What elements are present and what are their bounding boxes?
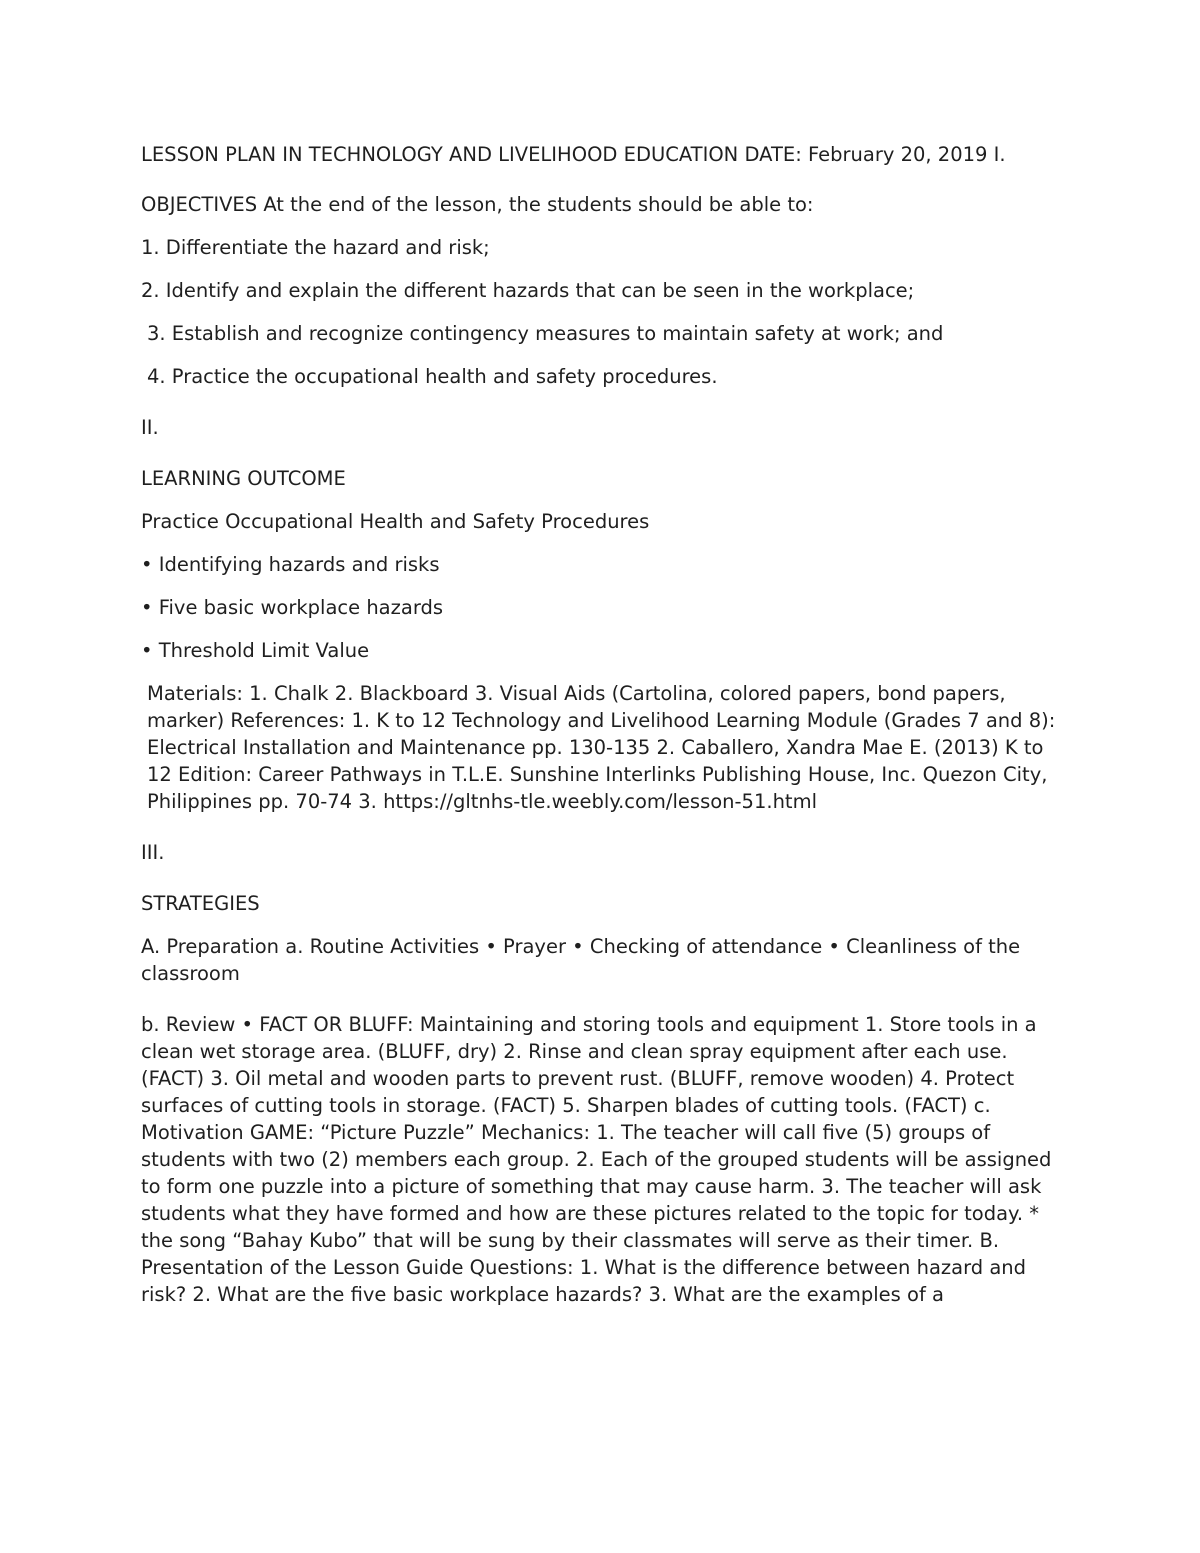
document-header: LESSON PLAN IN TECHNOLOGY AND LIVELIHOOD EDUCATION DATE: February 20, 2019 I. xyxy=(141,143,1006,166)
objectives-intro: OBJECTIVES At the end of the lesson, the students should be able to: xyxy=(141,193,814,216)
section-iii-numeral: III. xyxy=(141,841,165,864)
bullet-item: • Identifying hazards and risks xyxy=(141,553,440,576)
bullet-item: • Five basic workplace hazards xyxy=(141,596,444,619)
document-body xyxy=(141,141,1066,1324)
preparation-paragraph: A. Preparation a. Routine Activities • Prayer • Checking of attendance • Cleanliness of the classroom xyxy=(141,935,1021,985)
objective-item: 3. Establish and recognize contingency measures to maintain safety at work; and xyxy=(147,322,944,345)
review-paragraph: b. Review • FACT OR BLUFF: Maintaining and storing tools and equipment 1. Store tools in a clean wet storage area. (BLUFF, dry) 2. Rinse and clean spray equipment after each use. (FACT) 3. Oil metal and wooden parts to prevent rust. (BLUFF, remove wooden) 4. Protect surfaces of cutting tools in storage. (FACT) 5. Sharpen blades of cutting tools. (FACT) c. Motivation GAME: “Picture Puzzle” Mechanics: 1. The teacher will call five (5) groups of students with two (2) members each group. 2. Each of the grouped students will be assigned to form one puzzle into a picture of something that may cause harm. 3. The teacher will ask students what they have formed and how are these pictures related to the topic for today. * the song “Bahay Kubo” that will be sung by their classmates will serve as their timer. B. Presentation of the Lesson Guide Questions: 1. What is the difference between hazard and risk? 2. What are the five basic workplace hazards? 3. What are the examples of a xyxy=(141,1013,1052,1306)
section-ii-title: LEARNING OUTCOME xyxy=(141,467,346,490)
objective-item: 2. Identify and explain the different hazards that can be seen in the workplace; xyxy=(141,279,915,302)
section-iii-title: STRATEGIES xyxy=(141,892,260,915)
learning-outcome: Practice Occupational Health and Safety Procedures xyxy=(141,510,650,533)
objective-item: 4. Practice the occupational health and safety procedures. xyxy=(147,365,718,388)
objective-item: 1. Differentiate the hazard and risk; xyxy=(141,236,490,259)
bullet-item: • Threshold Limit Value xyxy=(141,639,370,662)
materials-references: Materials: 1. Chalk 2. Blackboard 3. Visual Aids (Cartolina, colored papers, bond papers, marker) References: 1. K to 12 Technology and Livelihood Learning Module (Grades 7 and 8): Electrical Installation and Maintenance pp. 130-135 2. Caballero, Xandra Mae E. (2013) K to 12 Edition: Career Pathways in T.L.E. Sunshine Interlinks Publishing House, Inc. Quezon City, Philippines pp. 70-74 3. https://gltnhs-tle.weebly.com/lesson-51.html xyxy=(147,682,1056,813)
section-ii-numeral: II. xyxy=(141,416,159,439)
